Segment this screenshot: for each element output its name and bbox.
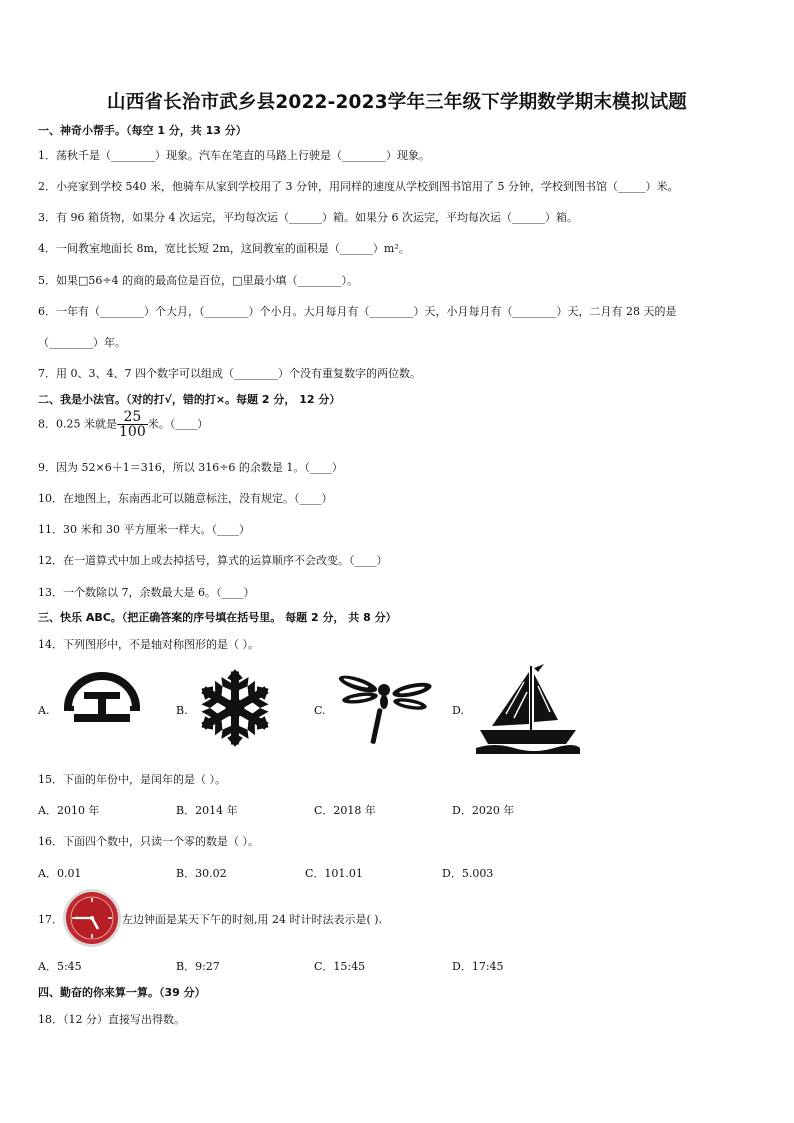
fraction [117, 410, 148, 439]
page-title: 山西省长治市武乡县2022-2023学年三年级下学期数学期末模拟试题 [107, 92, 687, 113]
section-2-heading: 二、我是小法官。（对的打√，错的打×。每题 2 分， 12 分） [38, 393, 341, 406]
question-8-suffix: 米。（____） [147, 417, 209, 431]
subway-symbol-figure [62, 668, 142, 726]
q14-option-c-label: C. [314, 704, 326, 717]
question-7: 7．用 0、3、4、7 四个数字可以组成（________）个没有重复数字的两位数。 [38, 367, 421, 380]
section-1-heading: 一、神奇小帮手。（每空 1 分，共 13 分） [38, 124, 247, 137]
q17-option-d: D．17:45 [452, 960, 504, 973]
section-4-heading: 四、勤奋的你来算一算。（39 分） [38, 986, 206, 999]
question-6-line-1: 6．一年有（________）个大月，（________）个小月。大月每月有（________）天，小月每月有（________）天，二月有 28 天的是 [38, 305, 677, 318]
q16-option-b: B．30.02 [176, 867, 227, 880]
question-3: 3．有 96 箱货物，如果分 4 次运完，平均每次运（______）箱。如果分 6 次运完，平均每次运（______）箱。 [38, 211, 578, 224]
q15-option-c: C．2018 年 [314, 804, 376, 817]
q15-option-d: D．2020 年 [452, 804, 515, 817]
q15-option-b: B．2014 年 [176, 804, 238, 817]
clock-face-figure [62, 888, 122, 948]
question-14: 14．下列图形中，不是轴对称图形的是（ ）。 [38, 638, 259, 651]
question-5: 5．如果□56÷4 的商的最高位是百位，□里最小填（________）。 [38, 274, 358, 287]
question-1: 1．荡秋千是（________）现象。汽车在笔直的马路上行驶是（________）现象。 [38, 149, 430, 162]
question-2: 2．小亮家到学校 540 米，他骑车从家到学校用了 3 分钟，用同样的速度从学校到图书馆用了 5 分钟，学校到图书馆（_____）米。 [38, 180, 679, 193]
q16-option-a: A．0.01 [38, 867, 82, 880]
fraction-numerator: 25 [117, 410, 148, 425]
q17-option-a: A．5:45 [38, 960, 82, 973]
question-10: 10．在地图上，东南西北可以随意标注，没有规定。（____） [38, 492, 333, 505]
q16-option-c: C．101.01 [305, 867, 363, 880]
question-8-prefix: 8．0.25 米就是 [38, 417, 117, 431]
question-12: 12．在一道算式中加上或去掉括号，算式的运算顺序不会改变。（____） [38, 554, 388, 567]
fraction-denominator: 100 [119, 424, 146, 440]
question-17-number: 17． [38, 913, 63, 926]
section-3-heading: 三、快乐 ABC。（把正确答案的序号填在括号里。 每题 2 分， 共 8 分） [38, 611, 397, 624]
question-11: 11．30 米和 30 平方厘米一样大。（____） [38, 523, 250, 536]
q17-option-c: C．15:45 [314, 960, 366, 973]
question-16: 16．下面四个数中，只读一个零的数是（ ）。 [38, 835, 259, 848]
snowflake-figure [195, 668, 275, 748]
q14-option-b-label: B. [176, 704, 188, 717]
q14-option-a-label: A. [38, 704, 50, 717]
q14-option-d-label: D. [452, 704, 464, 717]
sailboat-figure [474, 662, 582, 754]
question-9: 9．因为 52×6＋1＝316，所以 316÷6 的余数是 1。（____） [38, 461, 343, 474]
q16-option-d: D．5.003 [442, 867, 494, 880]
q15-option-a: A．2010 年 [38, 804, 100, 817]
dragonfly-figure [338, 670, 434, 750]
question-15: 15．下面的年份中，是闰年的是（ ）。 [38, 773, 226, 786]
question-13: 13．一个数除以 7，余数最大是 6。（____） [38, 586, 255, 599]
question-8 [38, 410, 208, 439]
question-18: 18．（12 分）直接写出得数。 [38, 1013, 185, 1026]
question-4: 4．一间教室地面长 8m，宽比长短 2m，这间教室的面积是（______）m²。 [38, 242, 410, 255]
question-17: 左边钟面是某天下午的时刻,用 24 时计时法表示是( ). [122, 913, 383, 926]
q17-option-b: B．9:27 [176, 960, 220, 973]
question-6-line-2: （________）年。 [38, 336, 126, 349]
